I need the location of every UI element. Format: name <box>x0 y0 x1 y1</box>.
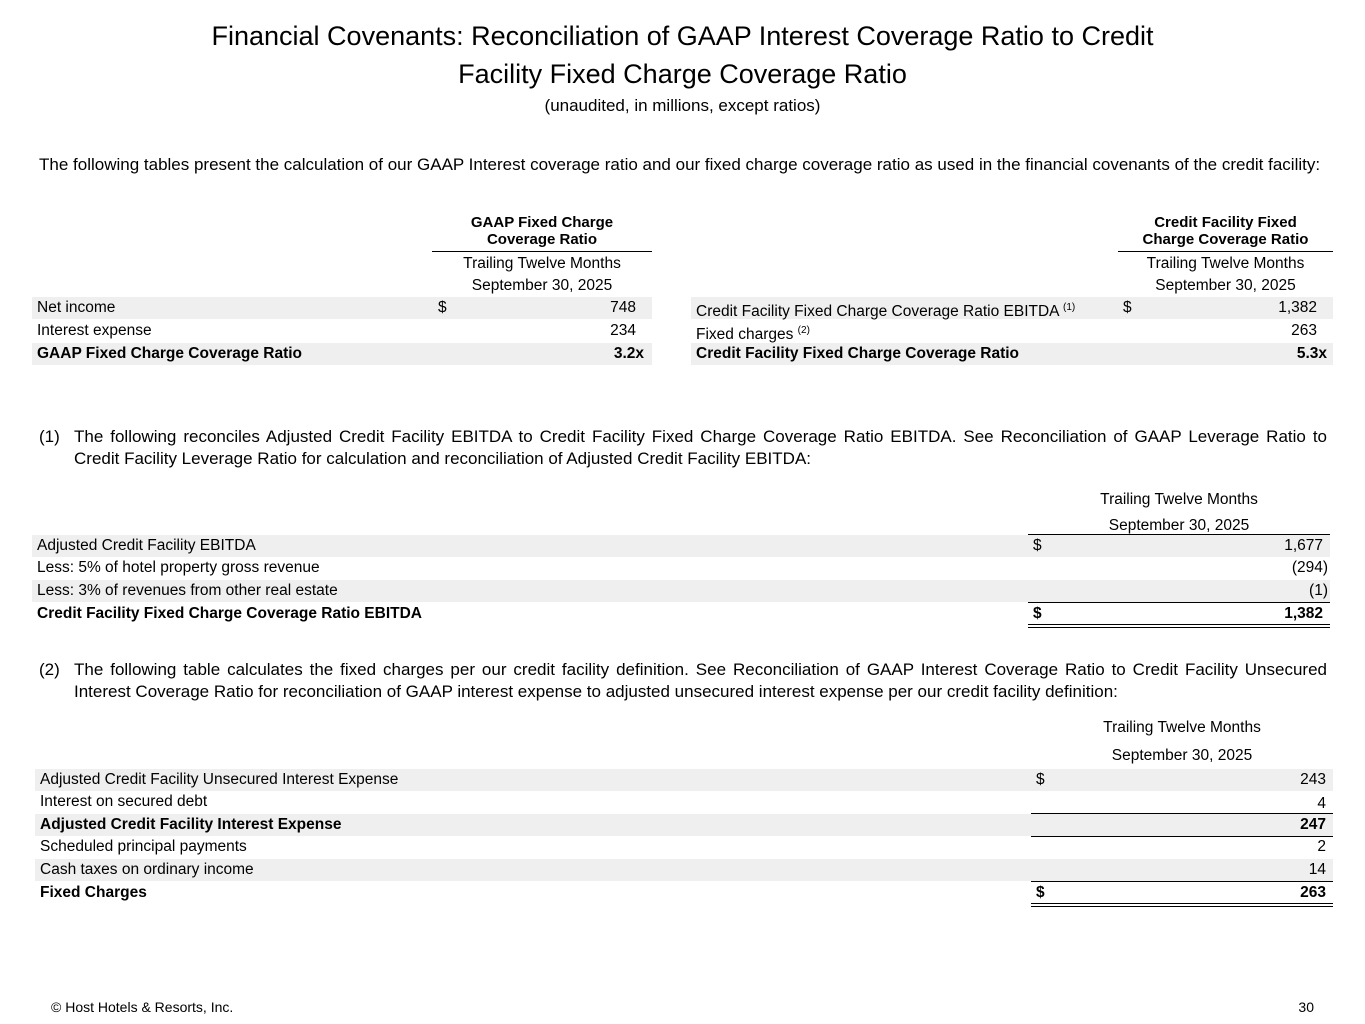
fn1-period-line2: September 30, 2025 <box>1108 517 1250 534</box>
row-value: (294) <box>1291 559 1328 576</box>
row-label: Cash taxes on ordinary income <box>40 861 254 878</box>
row-label: Less: 3% of revenues from other real estate <box>37 582 338 599</box>
footnote-1-number: (1) <box>39 427 60 446</box>
page-number: 30 <box>1298 999 1314 1015</box>
cf-table-header <box>1118 214 1333 248</box>
table-row <box>35 836 1333 858</box>
row-label: Less: 5% of hotel property gross revenue <box>37 559 320 576</box>
cf-period-line1: Trailing Twelve Months <box>1146 255 1305 272</box>
fn2-period-line2: September 30, 2025 <box>1111 747 1253 764</box>
table-row <box>32 320 652 342</box>
gaap-header-rule <box>432 251 652 252</box>
fn2-total-rule-bottom-2 <box>1031 906 1333 907</box>
row-label: Interest on secured debt <box>40 793 208 810</box>
table-row <box>32 535 1330 557</box>
row-value: 247 <box>1300 816 1326 833</box>
footnote-2-number: (2) <box>39 660 60 679</box>
table-row-total <box>32 603 1330 625</box>
footer-copyright: © Host Hotels & Resorts, Inc. <box>51 999 234 1015</box>
row-label: Fixed Charges <box>40 884 147 901</box>
table-row <box>691 297 1333 319</box>
row-currency: $ <box>1033 605 1042 622</box>
page-title-line2: Facility Fixed Charge Coverage Ratio <box>458 59 907 89</box>
gaap-period-line1: Trailing Twelve Months <box>463 255 621 272</box>
intro-paragraph: The following tables present the calculation of our GAAP Interest coverage ratio and our fixed charge coverage ratio as used in the financial covenants of the credit facility: <box>39 155 1321 174</box>
row-currency: $ <box>1036 771 1045 788</box>
gaap-header-line2: Coverage Ratio <box>486 231 598 248</box>
table-row <box>691 320 1333 342</box>
row-value: 263 <box>1291 322 1317 339</box>
gaap-period <box>432 253 652 297</box>
table-row <box>35 859 1333 881</box>
table-row <box>35 769 1333 791</box>
row-label: Adjusted Credit Facility EBITDA <box>37 537 256 554</box>
table-row <box>32 580 1330 602</box>
row-label: Adjusted Credit Facility Interest Expense <box>40 816 342 833</box>
page-subtitle: (unaudited, in millions, except ratios) <box>544 96 821 115</box>
row-label: GAAP Fixed Charge Coverage Ratio <box>37 345 303 362</box>
cf-header-rule <box>1118 251 1333 252</box>
row-value: (1) <box>1309 582 1328 599</box>
table-row <box>32 557 1330 579</box>
row-value: 243 <box>1300 771 1326 788</box>
cf-header-line2: Charge Coverage Ratio <box>1142 231 1309 248</box>
row-label: Credit Facility Fixed Charge Coverage Ratio <box>696 345 1020 362</box>
row-value: 263 <box>1300 884 1326 901</box>
row-value: 2 <box>1317 838 1326 855</box>
row-currency: $ <box>1123 299 1132 316</box>
row-label: Scheduled principal payments <box>40 838 247 855</box>
row-value: 1,382 <box>1278 299 1317 316</box>
row-value: 1,382 <box>1284 605 1323 622</box>
fn2-period <box>1031 714 1333 770</box>
table-row-total <box>691 343 1333 365</box>
row-value: 748 <box>610 299 636 316</box>
row-label: Net income <box>37 299 116 316</box>
cf-period <box>1118 253 1333 297</box>
row-currency: $ <box>438 299 447 316</box>
footnote-1-text: The following reconciles Adjusted Credit Facility EBITDA to Credit Facility Fixed Charge Coverage Ratio EBITDA. See Reconciliation of GAAP Leverage Ratio to Credit Facility Leverage Ratio for calculation and reconciliation of Adjusted Credit Facility EBITDA: <box>74 427 1327 468</box>
table-row <box>32 297 652 319</box>
gaap-table-header <box>432 214 652 248</box>
footnote-2-text: The following table calculates the fixed charges per our credit facility definition. See Reconciliation of GAAP Interest Coverage Ratio to Credit Facility Unsecured Interest Coverage Ratio for reconciliation of GAAP interest expense to adjusted unsecured interest expense per our credit facility definition: <box>74 660 1327 701</box>
cf-period-line2: September 30, 2025 <box>1155 277 1296 294</box>
row-label: Credit Facility Fixed Charge Coverage Ratio EBITDA <box>37 605 423 622</box>
row-label: Adjusted Credit Facility Unsecured Interest Expense <box>40 771 399 788</box>
fn2-total-rule-bottom-1 <box>1031 903 1333 904</box>
fn1-total-rule-bottom-2 <box>1028 627 1330 628</box>
footnote-ref: (2) <box>797 325 810 336</box>
table-row-total <box>32 343 652 365</box>
page-title-line1: Financial Covenants: Reconciliation of GAAP Interest Coverage Ratio to Credit <box>211 21 1154 51</box>
fn1-period <box>1028 487 1330 539</box>
row-value: 3.2x <box>613 345 644 362</box>
table-row-total <box>35 882 1333 904</box>
fn1-total-rule-bottom-1 <box>1028 624 1330 625</box>
footnote-ref: (1) <box>1062 302 1076 313</box>
fn2-period-line1: Trailing Twelve Months <box>1103 719 1261 736</box>
row-value: 14 <box>1308 861 1326 878</box>
row-currency: $ <box>1036 884 1045 901</box>
row-currency: $ <box>1033 537 1042 554</box>
row-value: 1,677 <box>1284 537 1323 554</box>
table-row-subtotal <box>35 814 1333 836</box>
fn1-period-line1: Trailing Twelve Months <box>1100 491 1258 508</box>
row-label: Interest expense <box>37 322 152 339</box>
row-label-text: Credit Facility Fixed Charge Coverage Ratio EBITDA <box>696 303 1059 321</box>
row-label-text: Fixed charges <box>696 326 794 344</box>
row-value: 5.3x <box>1296 345 1327 362</box>
gaap-header-line1: GAAP Fixed Charge <box>470 214 614 231</box>
row-value: 234 <box>610 322 636 339</box>
gaap-period-line2: September 30, 2025 <box>471 277 613 294</box>
table-row <box>35 791 1333 813</box>
row-value: 4 <box>1317 795 1326 812</box>
cf-header-line1: Credit Facility Fixed <box>1154 214 1297 231</box>
